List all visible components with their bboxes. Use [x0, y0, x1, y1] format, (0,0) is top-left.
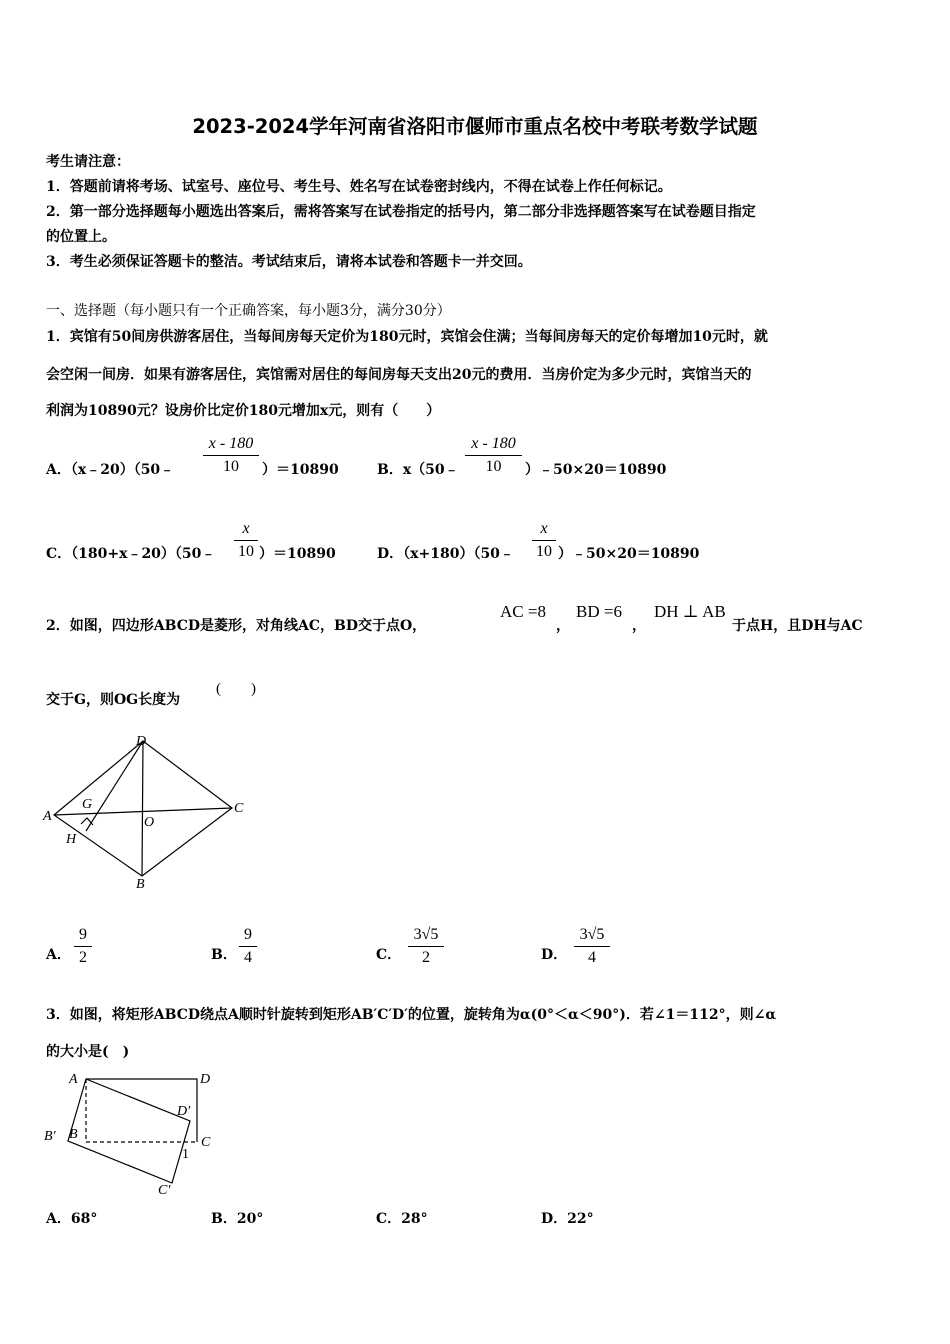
q3-option-d: D．22° — [541, 1211, 594, 1227]
q3-rectangle-figure — [40, 1066, 230, 1200]
fraction-denominator: 2 — [79, 949, 87, 966]
q2-rhombus-figure — [40, 728, 260, 898]
fraction-denominator: 2 — [422, 949, 430, 966]
q3-option-a: A．68° — [46, 1211, 98, 1227]
fraction-denominator: 4 — [244, 949, 252, 966]
q1-stem-line3: 利润为10890元？设房价比定价180元增加x元，则有（ ） — [46, 403, 441, 419]
q2-comma-2: ， — [632, 618, 646, 634]
notice-heading: 考生请注意： — [46, 154, 130, 170]
q2-option-b-label: B． — [211, 947, 237, 963]
q1-stem-line1: 1．宾馆有50间房供游客居住，当每间房每天定价为180元时，宾馆会住满；当每间房每天的定价每增加10元时，就 — [46, 329, 768, 345]
q1-option-a-prefix: A．（x﹣20）（50﹣ — [46, 462, 175, 478]
notice-item-2: 2．第一部分选择题每小题选出答案后，需将答案写在试卷指定的括号内，第二部分非选择题答案写在试卷题目指定 — [46, 204, 756, 220]
label-g: G — [82, 797, 93, 812]
label-c: C — [201, 1135, 211, 1150]
q2-condition-bd: BD =6 — [576, 602, 622, 621]
q2-stem-part1: 2．如图，四边形ABCD是菱形，对角线AC，BD交于点O， — [46, 618, 427, 634]
label-c-prime: C′ — [158, 1183, 171, 1198]
label-h: H — [66, 832, 77, 847]
q2-condition-ac: AC =8 — [500, 602, 546, 621]
fraction-numerator: 3√5 — [413, 926, 439, 943]
page-title: 2023-2024学年河南省洛阳市偃师市重点名校中考联考数学试题 — [192, 115, 758, 138]
label-b: B — [69, 1127, 78, 1142]
notice-item-3: 3．考生必须保证答题卡的整洁。考试结束后，请将本试卷和答题卡一并交回。 — [46, 254, 532, 270]
label-angle-1: 1 — [182, 1147, 189, 1162]
label-b-prime: B′ — [44, 1129, 56, 1144]
section-heading: 一、选择题（每小题只有一个正确答案，每小题3分，满分30分） — [46, 303, 451, 319]
fraction-numerator: 9 — [79, 926, 87, 943]
q1-option-b-prefix: B．x（50﹣ — [377, 462, 459, 478]
fraction-numerator: 3√5 — [579, 926, 605, 943]
label-d-prime: D′ — [177, 1104, 191, 1119]
label-o: O — [144, 815, 155, 830]
q1-option-b-fraction — [465, 435, 522, 476]
q2-answer-paren: ( ) — [216, 681, 256, 697]
q2-option-d-label: D． — [541, 947, 568, 963]
q1-option-c-suffix: ）＝10890 — [259, 546, 336, 562]
q1-option-a-fraction — [203, 435, 259, 476]
fraction-numerator: x - 180 — [208, 435, 254, 452]
q2-option-b-fraction — [239, 926, 257, 967]
label-a: A — [69, 1072, 78, 1087]
fraction-denominator: 4 — [588, 949, 596, 966]
label-c: C — [234, 801, 244, 816]
diagonal-bd — [142, 741, 143, 876]
q1-option-b-suffix: ）﹣50×20＝10890 — [525, 462, 667, 478]
fraction-numerator: 9 — [244, 926, 252, 943]
fraction-numerator: x - 180 — [471, 435, 516, 452]
right-angle-mark — [81, 818, 93, 825]
fraction-numerator: x — [540, 520, 548, 537]
q2-option-c-fraction — [408, 926, 444, 967]
q1-option-d-suffix: ）﹣50×20＝10890 — [558, 546, 700, 562]
q2-stem-part2: 于点H，且DH与AC — [732, 618, 863, 634]
q1-option-d-fraction — [532, 520, 556, 561]
label-d: D — [200, 1072, 211, 1087]
q2-option-a-label: A． — [46, 947, 71, 963]
q2-option-a-fraction — [74, 926, 92, 967]
q2-condition-dh: DH ⊥ AB — [654, 602, 726, 621]
fraction-denominator: 10 — [485, 458, 502, 475]
label-d: D — [136, 734, 147, 749]
q1-stem-line2: 会空闲一间房．如果有游客居住，宾馆需对居住的每间房每天支出20元的费用．当房价定为多少元时，宾馆当天的 — [46, 367, 752, 383]
notice-item-2-cont: 的位置上。 — [46, 229, 116, 245]
fraction-denominator: 10 — [536, 543, 552, 560]
q3-stem-line1: 3．如图，将矩形ABCD绕点A顺时针旋转到矩形AB′C′D′的位置，旋转角为α(0°＜α＜90°)．若∠1＝112°，则∠α — [46, 1007, 777, 1023]
segment-dh — [86, 741, 143, 831]
q2-option-c-label: C． — [376, 947, 402, 963]
q2-comma-1: ， — [556, 618, 570, 634]
q1-option-d-prefix: D．（x+180）（50﹣ — [377, 546, 514, 562]
label-a: A — [43, 809, 52, 824]
fraction-denominator: 10 — [223, 458, 239, 475]
q2-stem-part3: 交于G，则OG长度为 — [46, 692, 181, 708]
q2-option-d-fraction — [574, 926, 610, 967]
fraction-denominator: 10 — [238, 543, 254, 560]
q3-option-c: C．28° — [376, 1211, 428, 1227]
q1-option-c-fraction — [234, 520, 258, 561]
fraction-numerator: x — [242, 520, 250, 537]
notice-item-1: 1．答题前请将考场、试室号、座位号、考生号、姓名写在试卷密封线内，不得在试卷上作任何标记。 — [46, 179, 672, 195]
q1-option-c-prefix: C．（180+x﹣20）（50﹣ — [46, 546, 216, 562]
label-b: B — [136, 877, 145, 892]
q3-option-b: B．20° — [211, 1211, 264, 1227]
q1-option-a-suffix: ）＝10890 — [262, 462, 339, 478]
q3-stem-line2: 的大小是( ) — [46, 1044, 130, 1060]
